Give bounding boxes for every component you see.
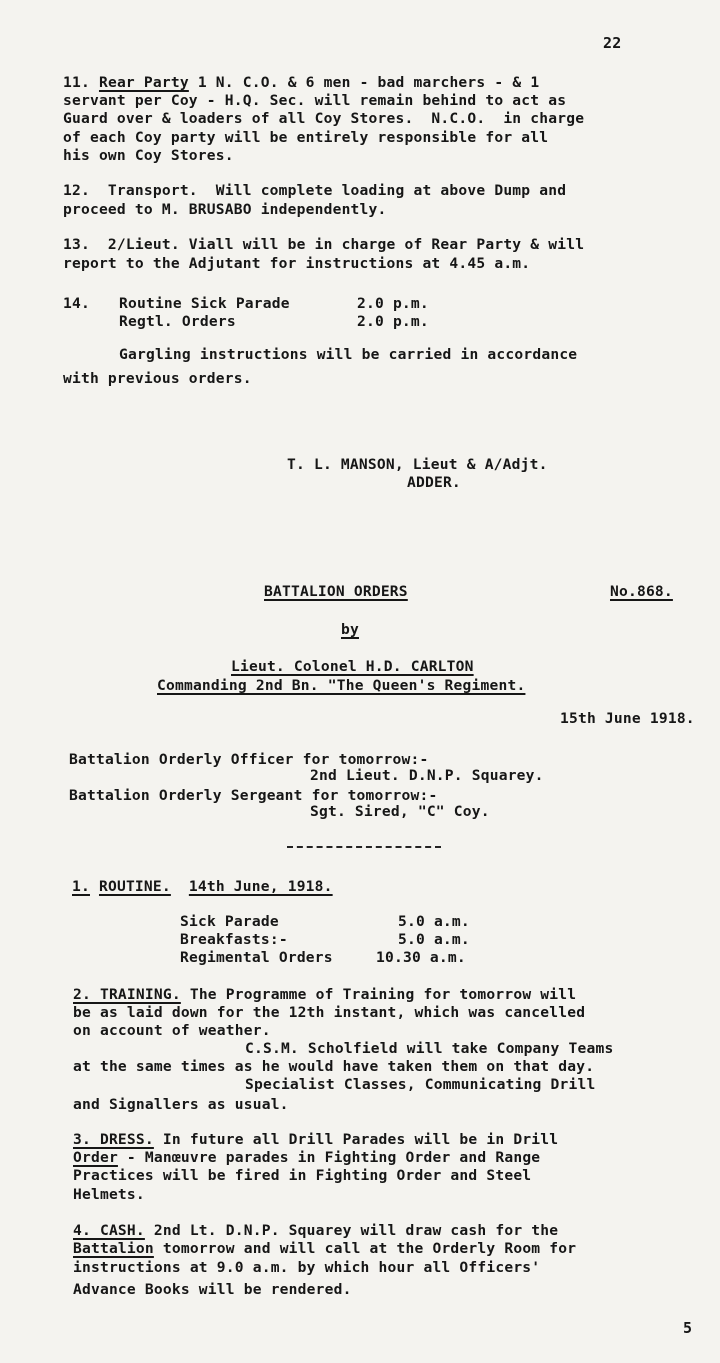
routine-row-label: Regimental Orders xyxy=(180,949,333,966)
duty-sergeant-name: Sgt. Sired, "C" Coy. xyxy=(310,803,490,820)
para-11-line-5: his own Coy Stores. xyxy=(63,147,234,164)
para-14-row-label: Routine Sick Parade xyxy=(119,295,290,312)
orders-by: by xyxy=(341,621,359,638)
orders-date: 15th June 1918. xyxy=(560,710,695,727)
dress-line-1: 3. DRESS. In future all Drill Parades will be in Drill xyxy=(73,1131,559,1148)
cash-line-3: instructions at 9.0 a.m. by which hour all Officers' xyxy=(73,1259,541,1276)
routine-heading: ROUTINE. xyxy=(98,878,171,895)
training-heading: 2. TRAINING. xyxy=(73,986,181,1003)
signature-name: T. L. MANSON, Lieut & A/Adjt. xyxy=(287,456,548,473)
cash-line-4: Advance Books will be rendered. xyxy=(73,1281,352,1298)
signature-place: ADDER. xyxy=(407,474,461,491)
duty-officer-label: Battalion Orderly Officer for tomorrow:- xyxy=(69,751,429,768)
orders-number: No.868. xyxy=(610,583,673,600)
routine-number: 1. xyxy=(72,878,90,895)
cash-line-1: 4. CASH. 2nd Lt. D.N.P. Squarey will draw cash for the xyxy=(73,1222,559,1239)
training-line-2: be as laid down for the 12th instant, which was cancelled xyxy=(73,1004,586,1021)
training-line-4: C.S.M. Scholfield will take Company Teams xyxy=(245,1040,614,1057)
routine-row-label: Sick Parade xyxy=(180,913,279,930)
dress-heading: 3. DRESS. xyxy=(73,1131,154,1148)
cash-heading: 4. CASH. xyxy=(73,1222,145,1239)
duty-sergeant-label: Battalion Orderly Sergeant for tomorrow:- xyxy=(69,787,438,804)
routine-row-time: 5.0 a.m. xyxy=(398,913,470,930)
routine-heading-line xyxy=(72,878,333,896)
para-11-line-1: 11. Rear Party 1 N. C.O. & 6 men - bad marchers - & 1 xyxy=(63,74,540,91)
page-number-top: 22 xyxy=(603,34,622,52)
routine-row-time: 10.30 a.m. xyxy=(376,949,466,966)
orders-command: Commanding 2nd Bn. "The Queen's Regiment. xyxy=(157,677,526,694)
para-11-line-2: servant per Coy - H.Q. Sec. will remain behind to act as xyxy=(63,92,567,109)
duty-officer-name: 2nd Lieut. D.N.P. Squarey. xyxy=(310,767,544,784)
orders-officer: Lieut. Colonel H.D. CARLTON xyxy=(231,658,474,675)
training-line-7: and Signallers as usual. xyxy=(73,1096,289,1113)
dress-line-2: Order - Manœuvre parades in Fighting Order and Range xyxy=(73,1149,541,1166)
para-12-line-2: proceed to M. BRUSABO independently. xyxy=(63,201,387,218)
para-14-number: 14. xyxy=(63,295,90,312)
para-14-row-label: Regtl. Orders xyxy=(119,313,236,330)
para-11-line-3: Guard over & loaders of all Coy Stores. N.C.O. in charge xyxy=(63,110,585,127)
para-14-row-time: 2.0 p.m. xyxy=(357,295,429,312)
para-12-line-1: 12. Transport. Will complete loading at above Dump and xyxy=(63,182,567,199)
para-11-heading: Rear Party xyxy=(98,74,189,91)
training-line-6: Specialist Classes, Communicating Drill xyxy=(245,1076,596,1093)
dress-line-4: Helmets. xyxy=(73,1186,145,1203)
cash-line-2: Battalion tomorrow and will call at the Orderly Room for xyxy=(73,1240,577,1257)
para-14-row-time: 2.0 p.m. xyxy=(357,313,429,330)
gargling-line-2: with previous orders. xyxy=(63,370,252,387)
page-number-bottom: 5 xyxy=(683,1319,693,1337)
routine-date: 14th June, 1918. xyxy=(188,878,333,895)
routine-row-time: 5.0 a.m. xyxy=(398,931,470,948)
dress-line-3: Practices will be fired in Fighting Order and Steel xyxy=(73,1167,532,1184)
para-11-line-4: of each Coy party will be entirely responsible for all xyxy=(63,129,549,146)
training-line-5: at the same times as he would have taken them on that day. xyxy=(73,1058,595,1075)
para-13-line-2: report to the Adjutant for instructions at 4.45 a.m. xyxy=(63,255,531,272)
gargling-line-1: Gargling instructions will be carried in accordance xyxy=(119,346,578,363)
routine-row-label: Breakfasts:- xyxy=(180,931,288,948)
section-divider xyxy=(287,846,441,848)
para-13-line-1: 13. 2/Lieut. Viall will be in charge of Rear Party & will xyxy=(63,236,585,253)
para-11-number: 11. xyxy=(63,74,90,91)
training-line-1: 2. TRAINING. The Programme of Training for tomorrow will xyxy=(73,986,577,1003)
orders-title: BATTALION ORDERS xyxy=(264,583,408,600)
training-line-3: on account of weather. xyxy=(73,1022,271,1039)
